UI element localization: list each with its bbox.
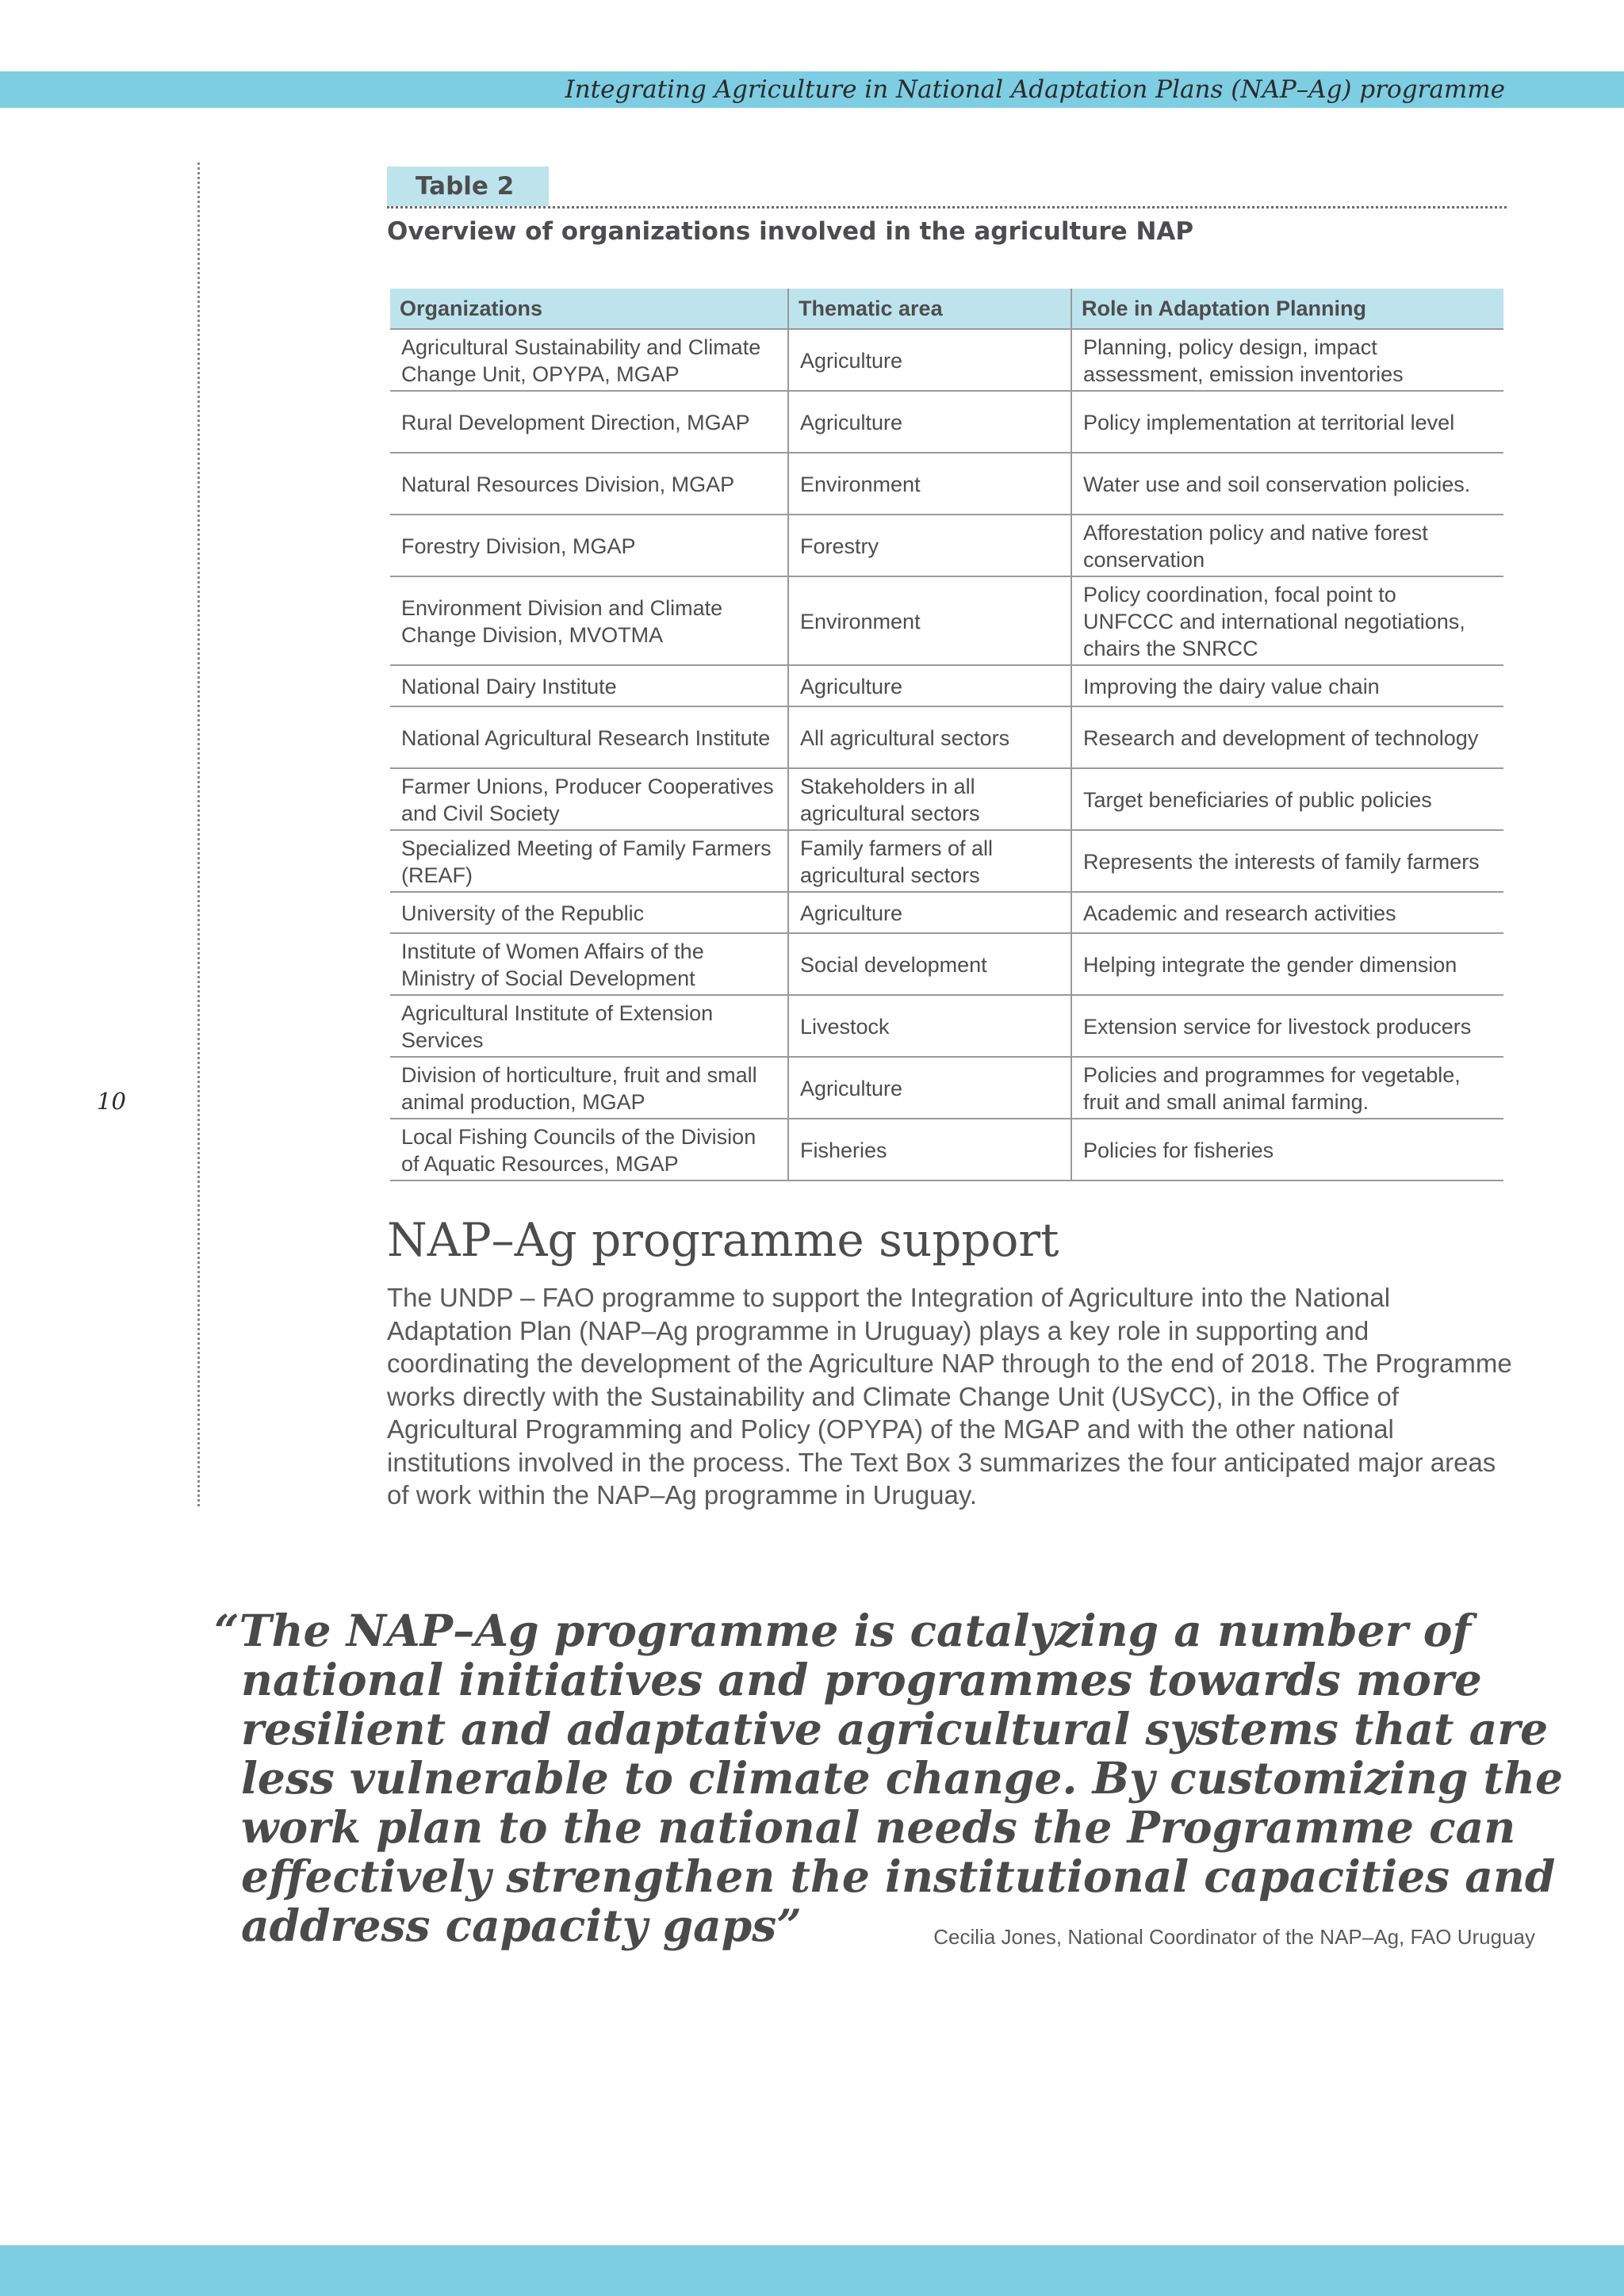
table-caption: Overview of organizations involved in the agriculture NAP — [387, 217, 1194, 246]
table-row — [390, 453, 1503, 515]
table-row — [390, 515, 1503, 576]
table-row — [390, 1057, 1503, 1119]
thematic-area-cell: Livestock — [788, 995, 1071, 1057]
role-cell: Policies and programmes for vegetable, fruit and small animal farming. — [1071, 1057, 1503, 1119]
organization-cell: Local Fishing Councils of the Division of Aquatic Resources, MGAP — [390, 1119, 788, 1181]
organization-cell: Division of horticulture, fruit and small animal production, MGAP — [390, 1057, 788, 1119]
table-row — [390, 1119, 1503, 1181]
footer-band — [0, 2245, 1624, 2296]
role-cell: Policy implementation at territorial level — [1071, 391, 1503, 453]
running-title: Integrating Agriculture in National Adaptation Plans (NAP–Ag) programme — [565, 75, 1505, 104]
organization-cell: Natural Resources Division, MGAP — [390, 453, 788, 515]
role-cell: Afforestation policy and native forest conservation — [1071, 515, 1503, 576]
table-row — [390, 391, 1503, 453]
organization-cell: National Agricultural Research Institute — [390, 706, 788, 768]
thematic-area-cell: Social development — [788, 933, 1071, 995]
quote-attribution: Cecilia Jones, National Coordinator of the NAP–Ag, FAO Uruguay — [933, 1925, 1535, 1949]
thematic-area-cell: Agriculture — [788, 665, 1071, 706]
role-cell: Research and development of technology — [1071, 706, 1503, 768]
thematic-area-cell: Stakeholders in all agricultural sectors — [788, 768, 1071, 830]
role-cell: Extension service for livestock producers — [1071, 995, 1503, 1057]
organization-cell: Specialized Meeting of Family Farmers (REAF) — [390, 830, 788, 892]
role-cell: Academic and research activities — [1071, 892, 1503, 933]
thematic-area-cell: All agricultural sectors — [788, 706, 1071, 768]
role-cell: Improving the dairy value chain — [1071, 665, 1503, 706]
column-header-organizations: Organizations — [390, 289, 788, 329]
thematic-area-cell: Environment — [788, 453, 1071, 515]
header-band — [0, 71, 1624, 108]
thematic-area-cell: Environment — [788, 576, 1071, 665]
role-cell: Planning, policy design, impact assessment, emission inventories — [1071, 329, 1503, 391]
role-cell: Policy coordination, focal point to UNFCCC and international negotiations, chairs the SNRCC — [1071, 576, 1503, 665]
organization-cell: Institute of Women Affairs of the Ministry of Social Development — [390, 933, 788, 995]
thematic-area-cell: Agriculture — [788, 892, 1071, 933]
role-cell: Target beneficiaries of public policies — [1071, 768, 1503, 830]
section-body-text: The UNDP – FAO programme to support the Integration of Agriculture into the National Adaptation Plan (NAP–Ag programme in Uruguay) plays a key role in supporting and coordinating the development of the Agriculture NAP through to the end of 2018. The Programme works directly with the Sustainability and Climate Change Unit (USyCC), in the Office of Agricultural Programming and Policy (OPYPA) of the MGAP and with the other national institutions involved in the process. The Text Box 3 summarizes the four anticipated major areas of work within the NAP–Ag programme in Uruguay. — [387, 1283, 1512, 1510]
column-header-thematic-area: Thematic area — [788, 289, 1071, 329]
table-row — [390, 329, 1503, 391]
organization-cell: Farmer Unions, Producer Cooperatives and Civil Society — [390, 768, 788, 830]
organization-cell: Environment Division and Climate Change Division, MVOTMA — [390, 576, 788, 665]
column-header-role: Role in Adaptation Planning — [1071, 289, 1503, 329]
thematic-area-cell: Agriculture — [788, 1057, 1071, 1119]
table-dotted-rule — [387, 206, 1507, 209]
role-cell: Policies for fisheries — [1071, 1119, 1503, 1181]
table-row — [390, 933, 1503, 995]
organization-cell: National Dairy Institute — [390, 665, 788, 706]
thematic-area-cell: Agriculture — [788, 391, 1071, 453]
thematic-area-cell: Family farmers of all agricultural sectors — [788, 830, 1071, 892]
table-row — [390, 665, 1503, 706]
pull-quote: “The NAP–Ag programme is catalyzing a number of national initiatives and programmes towards more resilient and adaptative agricultural systems that are less vulnerable to climate change. By customizing the work plan to the national needs the Programme can effectively strengthen the institutional capacities and address capacity gaps” — [214, 1605, 1563, 1951]
role-cell: Water use and soil conservation policies. — [1071, 453, 1503, 515]
thematic-area-cell: Forestry — [788, 515, 1071, 576]
thematic-area-cell: Agriculture — [788, 329, 1071, 391]
table-tag: Table 2 — [387, 166, 549, 206]
organization-cell: Agricultural Sustainability and Climate Change Unit, OPYPA, MGAP — [390, 329, 788, 391]
role-cell: Helping integrate the gender dimension — [1071, 933, 1503, 995]
organization-cell: University of the Republic — [390, 892, 788, 933]
table-row — [390, 706, 1503, 768]
table-row — [390, 995, 1503, 1057]
table-row — [390, 768, 1503, 830]
organization-cell: Rural Development Direction, MGAP — [390, 391, 788, 453]
organization-cell: Agricultural Institute of Extension Services — [390, 995, 788, 1057]
organizations-table — [390, 289, 1503, 1181]
table-row — [390, 830, 1503, 892]
table-header-row — [390, 289, 1503, 329]
page-number: 10 — [97, 1088, 126, 1115]
section-heading: NAP–Ag programme support — [387, 1213, 1059, 1267]
table-row — [390, 892, 1503, 933]
thematic-area-cell: Fisheries — [788, 1119, 1071, 1181]
margin-dotted-rule — [197, 163, 200, 1506]
role-cell: Represents the interests of family farmers — [1071, 830, 1503, 892]
organization-cell: Forestry Division, MGAP — [390, 515, 788, 576]
table-row — [390, 576, 1503, 665]
